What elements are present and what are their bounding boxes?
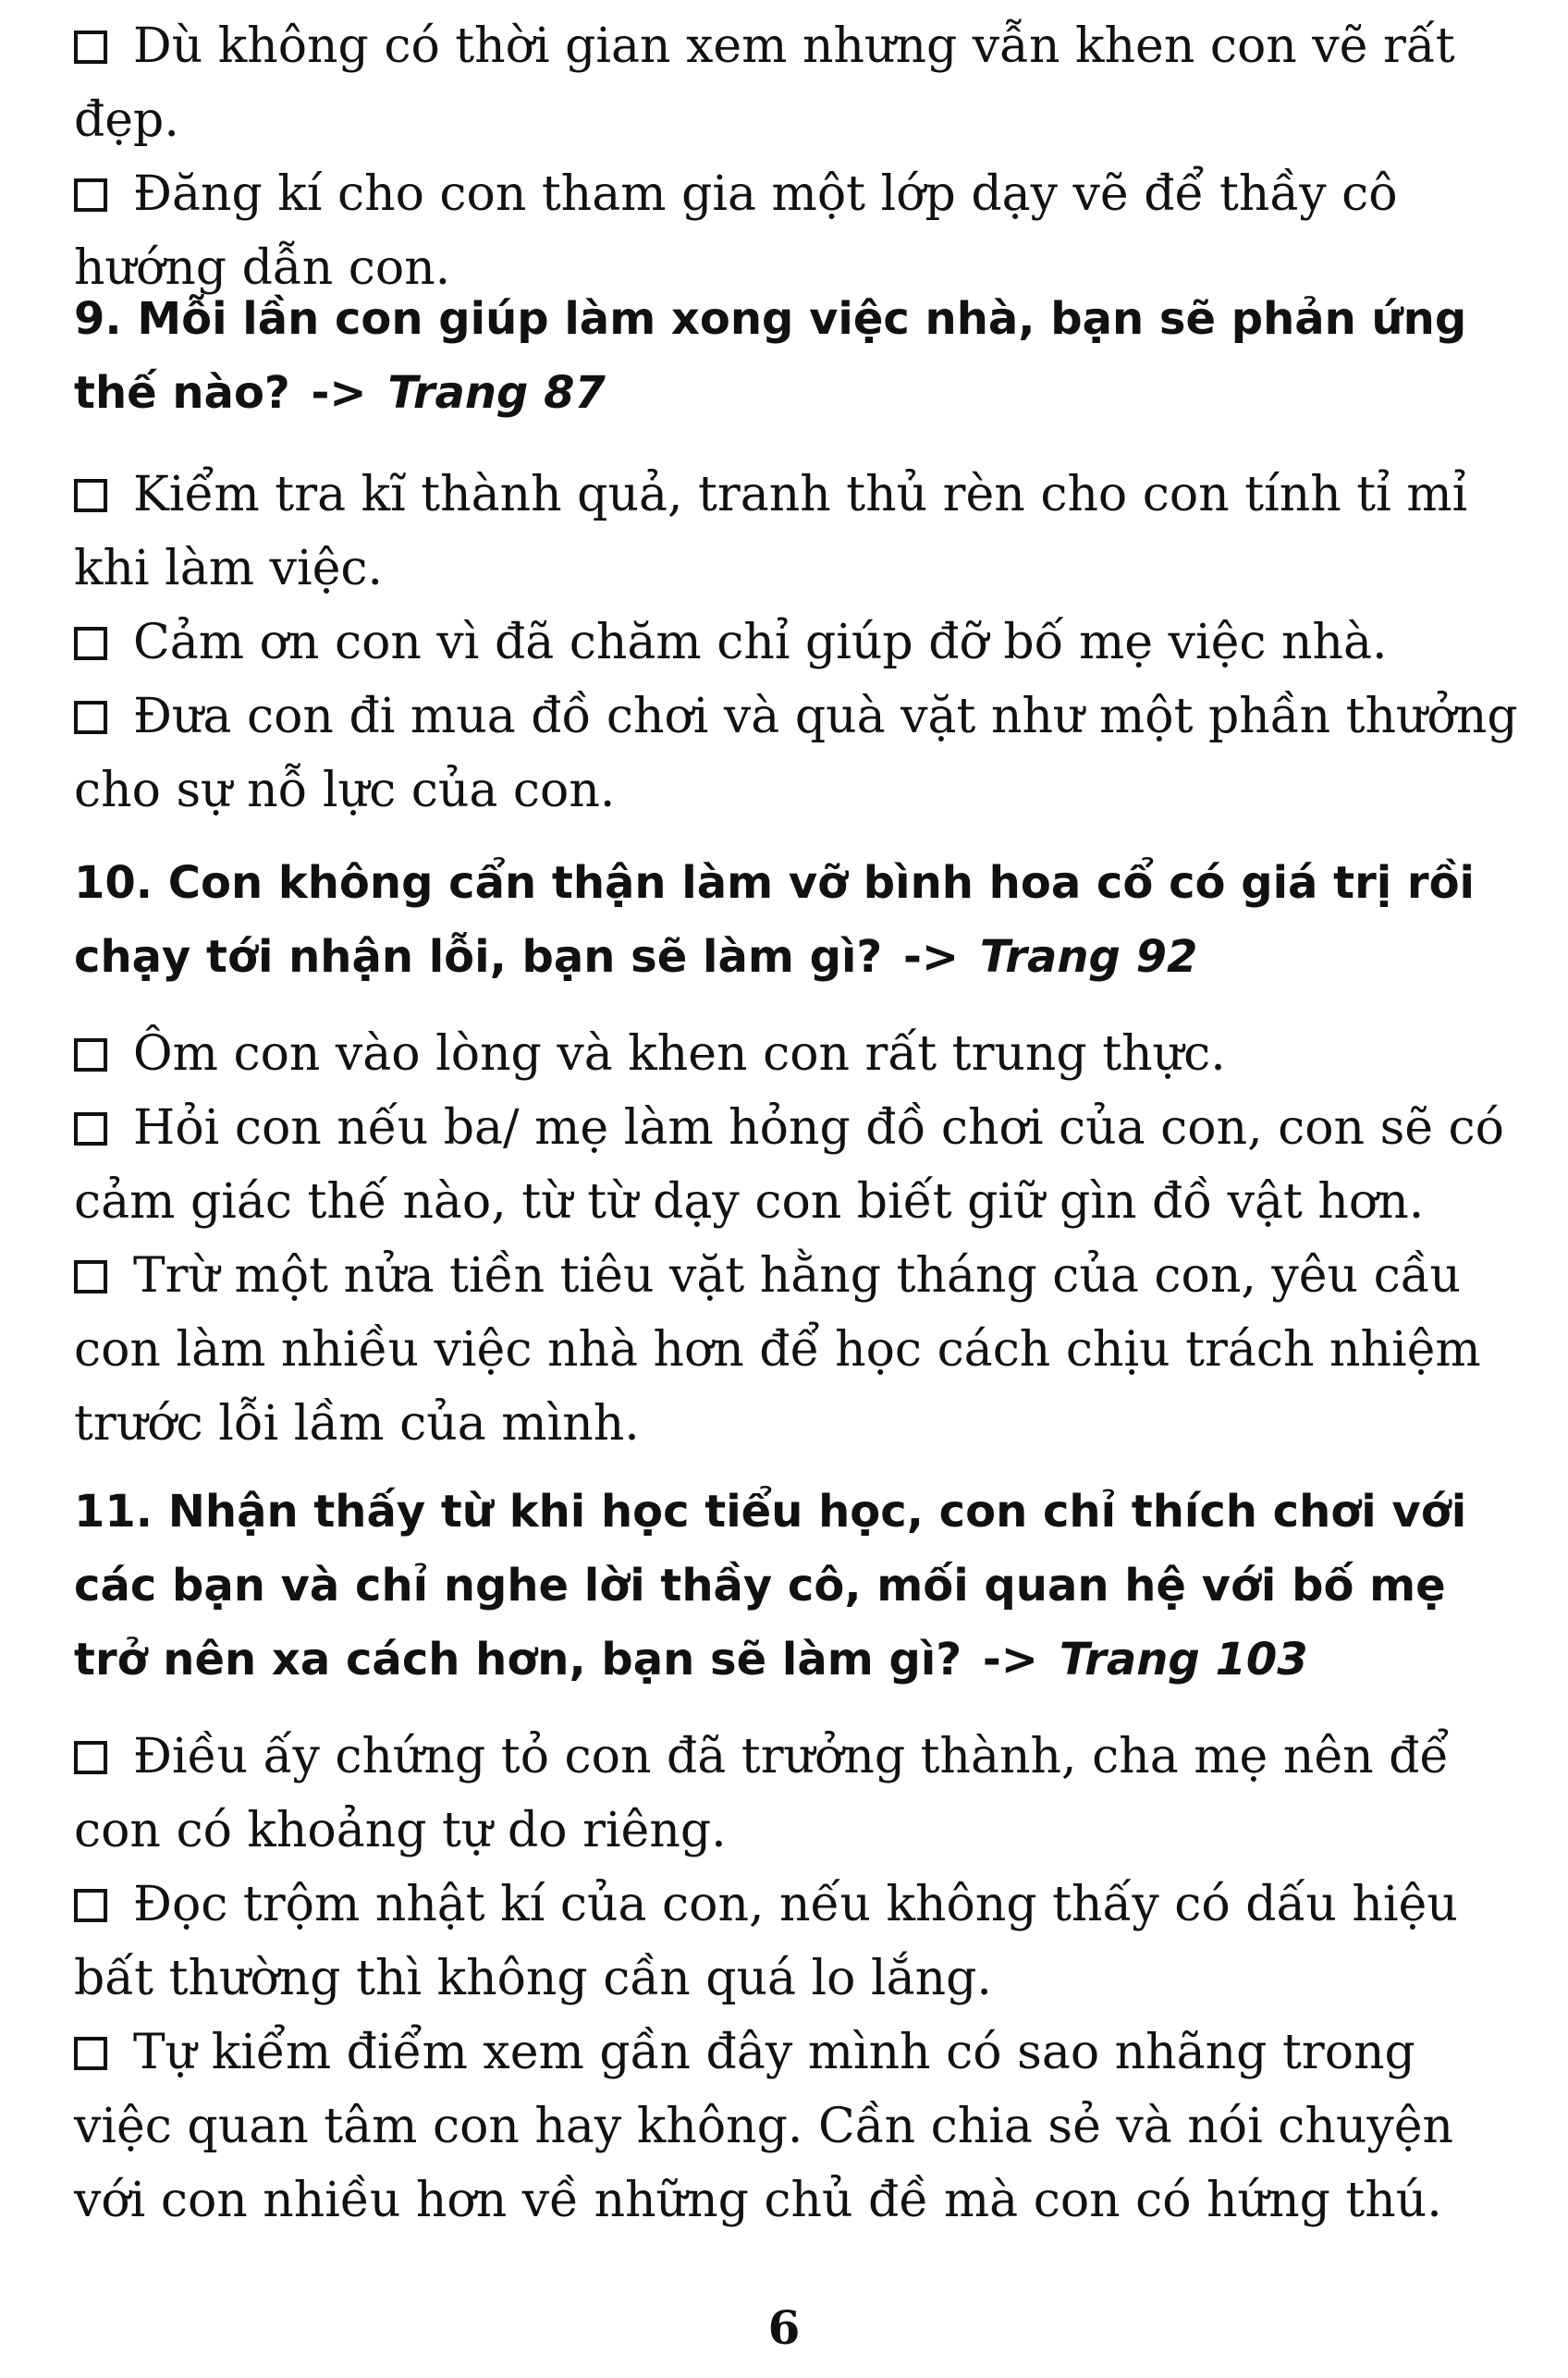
option: Kiểm tra kĩ thành quả, tranh thủ rèn cho con tính tỉ mỉ khi làm việc. xyxy=(74,467,1468,596)
option: Trừ một nửa tiền tiêu vặt hằng tháng của con, yêu cầu con làm nhiều việc nhà hơn để học cách chịu trách nhiệm trước lỗi lầm của mình. xyxy=(74,1248,1481,1452)
question-9-options xyxy=(74,458,1525,827)
checkbox[interactable] xyxy=(74,479,107,512)
arrow-icon: -> xyxy=(982,1634,1038,1685)
option: Hỏi con nếu ba/ mẹ làm hỏng đồ chơi của con, con sẽ có cảm giác thế nào, từ từ dạy con biết giữ gìn đồ vật hơn. xyxy=(74,1100,1504,1230)
option: Ôm con vào lòng và khen con rất trung thực. xyxy=(74,1017,1525,1091)
checkbox[interactable] xyxy=(74,1038,107,1072)
checkbox[interactable] xyxy=(74,2037,107,2070)
page-reference: Trang 87 xyxy=(387,367,606,419)
checkbox[interactable] xyxy=(74,178,107,212)
page-reference: Trang 103 xyxy=(1059,1634,1308,1685)
question-title: 10. Con không cẩn thận làm vỡ bình hoa cổ có giá trị rồi chạy tới nhận lỗi, bạn sẽ làm gì? -> Trang 92 xyxy=(74,857,1475,983)
arrow-icon: -> xyxy=(902,931,960,983)
option: Điều ấy chứng tỏ con đã trưởng thành, cha mẹ nên để con có khoảng tự do riêng. xyxy=(74,1729,1450,1858)
question-10 xyxy=(74,846,1525,994)
option: Đọc trộm nhật kí của con, nếu không thấy có dấu hiệu bất thường thì không cần quá lo lắng. xyxy=(74,1877,1458,2006)
question-title: 11. Nhận thấy từ khi học tiểu học, con chỉ thích chơi với các bạn và chỉ nghe lời thầy cô, mối quan hệ với bố mẹ trở nên xa cách hơn, bạn sẽ làm gì? -> Trang 103 xyxy=(74,1486,1467,1685)
checkbox[interactable] xyxy=(74,1112,107,1146)
option: Đưa con đi mua đồ chơi và quà vặt như một phần thưởng cho sự nỗ lực của con. xyxy=(74,689,1518,818)
checkbox[interactable] xyxy=(74,1741,107,1774)
checkbox[interactable] xyxy=(74,627,107,660)
question-11-options xyxy=(74,1720,1525,2237)
checkbox[interactable] xyxy=(74,31,107,64)
option: Dù không có thời gian xem nhưng vẫn khen con vẽ rất đẹp. xyxy=(74,18,1455,148)
question-10-options xyxy=(74,1017,1525,1461)
option: Tự kiểm điểm xem gần đây mình có sao nhãng trong việc quan tâm con hay không. Cần chia sẻ và nói chuyện với con nhiều hơn về những chủ đề mà con có hứng thú. xyxy=(74,2025,1454,2228)
top-options xyxy=(74,9,1525,305)
arrow-icon: -> xyxy=(311,367,367,419)
checkbox[interactable] xyxy=(74,1889,107,1922)
question-9 xyxy=(74,282,1525,430)
option: Cảm ơn con vì đã chăm chỉ giúp đỡ bố mẹ việc nhà. xyxy=(74,606,1525,680)
page-reference: Trang 92 xyxy=(979,931,1198,983)
question-11 xyxy=(74,1475,1525,1697)
option: Đăng kí cho con tham gia một lớp dạy vẽ để thầy cô hướng dẫn con. xyxy=(74,166,1398,296)
question-title: 9. Mỗi lần con giúp làm xong việc nhà, bạn sẽ phản ứng thế nào? -> Trang 87 xyxy=(74,293,1467,419)
checkbox[interactable] xyxy=(74,701,107,734)
page-number: 6 xyxy=(767,2300,801,2355)
checkbox[interactable] xyxy=(74,1260,107,1293)
